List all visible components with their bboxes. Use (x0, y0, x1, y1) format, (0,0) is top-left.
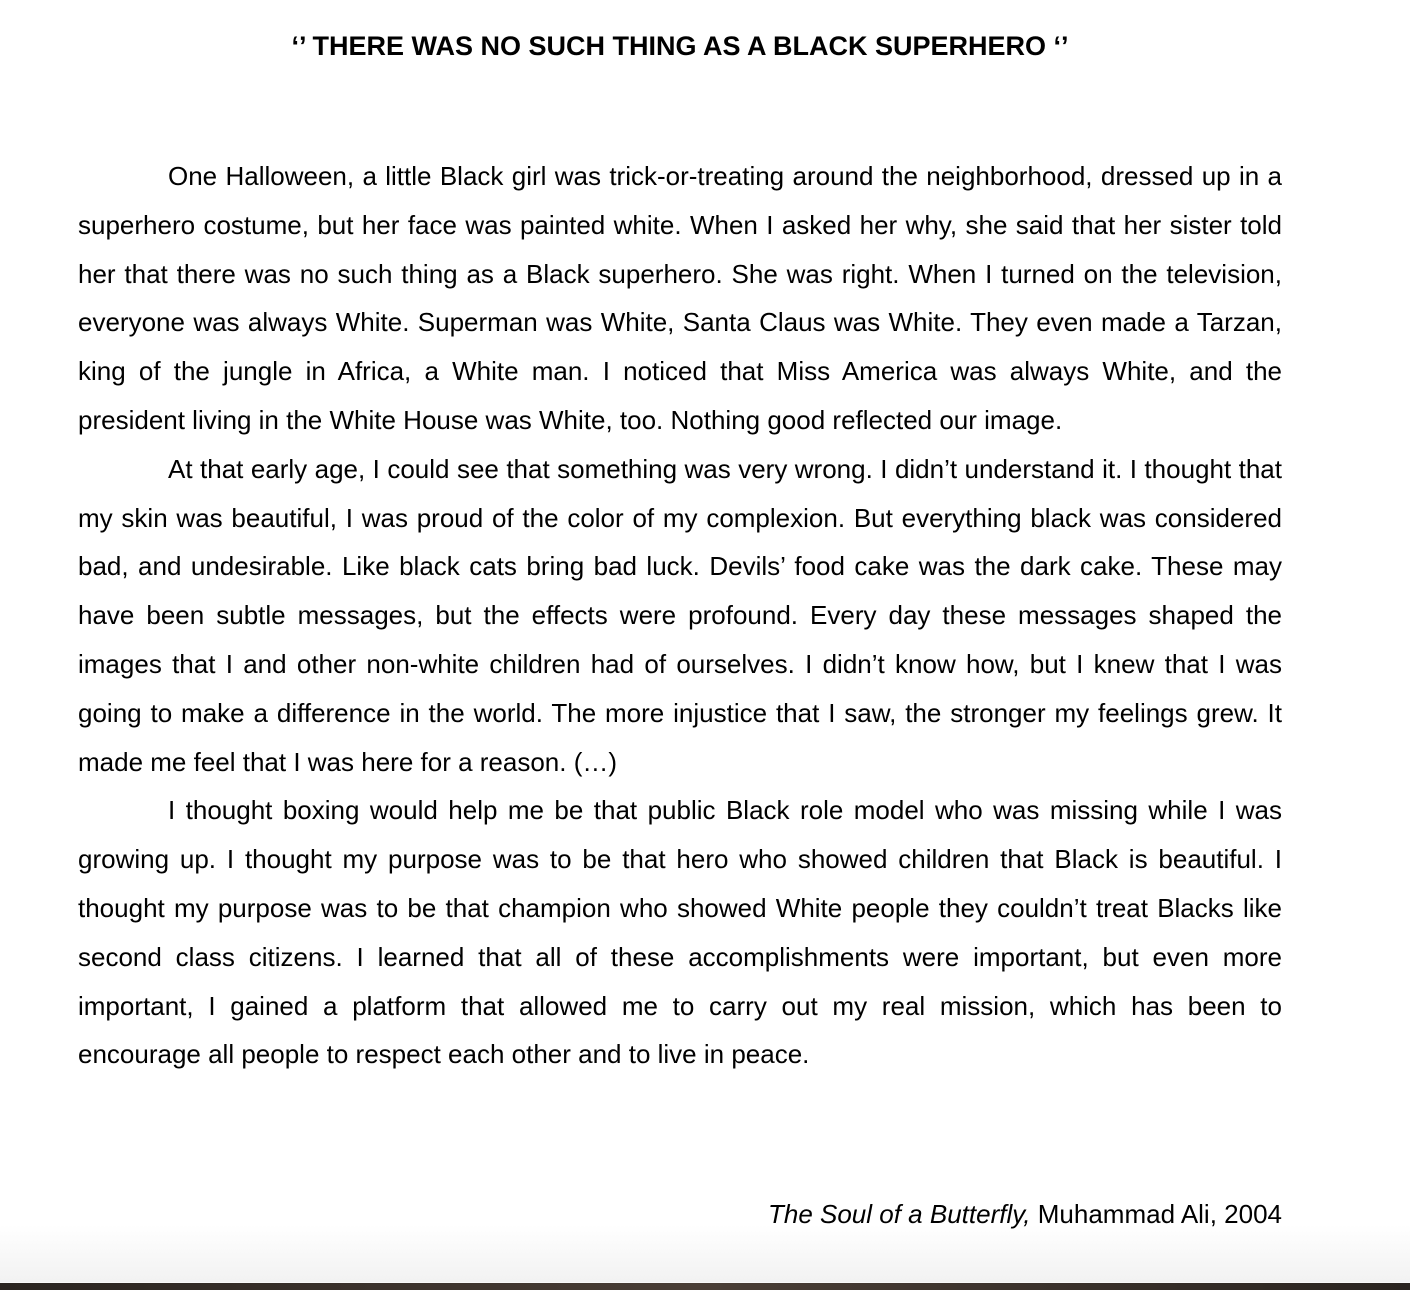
document-body (78, 152, 1282, 1079)
paragraph-3: I thought boxing would help me be that public Black role model who was missing while I was growing up. I thought my purpose was to be that hero who showed children that Black is beautiful. I thought my purpose was to be that champion who showed White people they couldn’t treat Blacks like second class citizens. I learned that all of these accomplishments were important, but even more important, I gained a platform that allowed me to carry out my real mission, which has been to encourage all people to respect each other and to live in peace. (78, 795, 1282, 1070)
paragraph-1: One Halloween, a little Black girl was trick-or-treating around the neighborhood, dressed up in a superhero costume, but her face was painted white. When I asked her why, she said that her sister told her that there was no such thing as a Black superhero. She was right. When I turned on the television, everyone was always White. Superman was White, Santa Claus was White. They even made a Tarzan, king of the jungle in Africa, a White man. I noticed that Miss America was always White, and the president living in the White House was White, too. Nothing good reflected our image. (78, 161, 1282, 435)
window-bottom-edge (0, 1283, 1410, 1290)
book-title: The Soul of a Butterfly, (767, 1199, 1031, 1229)
attribution (78, 1194, 1282, 1234)
paragraph-2: At that early age, I could see that something was very wrong. I didn’t understand it. I thought that my skin was beautiful, I was proud of the color of my complexion. But everything black was considered bad, and undesirable. Like black cats bring bad luck. Devils’ food cake was the dark cake. These may have been subtle messages, but the effects were profound. Every day these messages shaped the images that I and other non-white children had of ourselves. I didn’t know how, but I knew that I was going to make a difference in the world. The more injustice that I saw, the stronger my feelings grew. It made me feel that I was here for a reason. (…) (78, 453, 1282, 777)
author-year: Muhammad Ali, 2004 (1030, 1199, 1282, 1229)
document-title: ‘’ THERE WAS NO SUCH THING AS A BLACK SUPERHERO ‘’ (291, 31, 1069, 61)
